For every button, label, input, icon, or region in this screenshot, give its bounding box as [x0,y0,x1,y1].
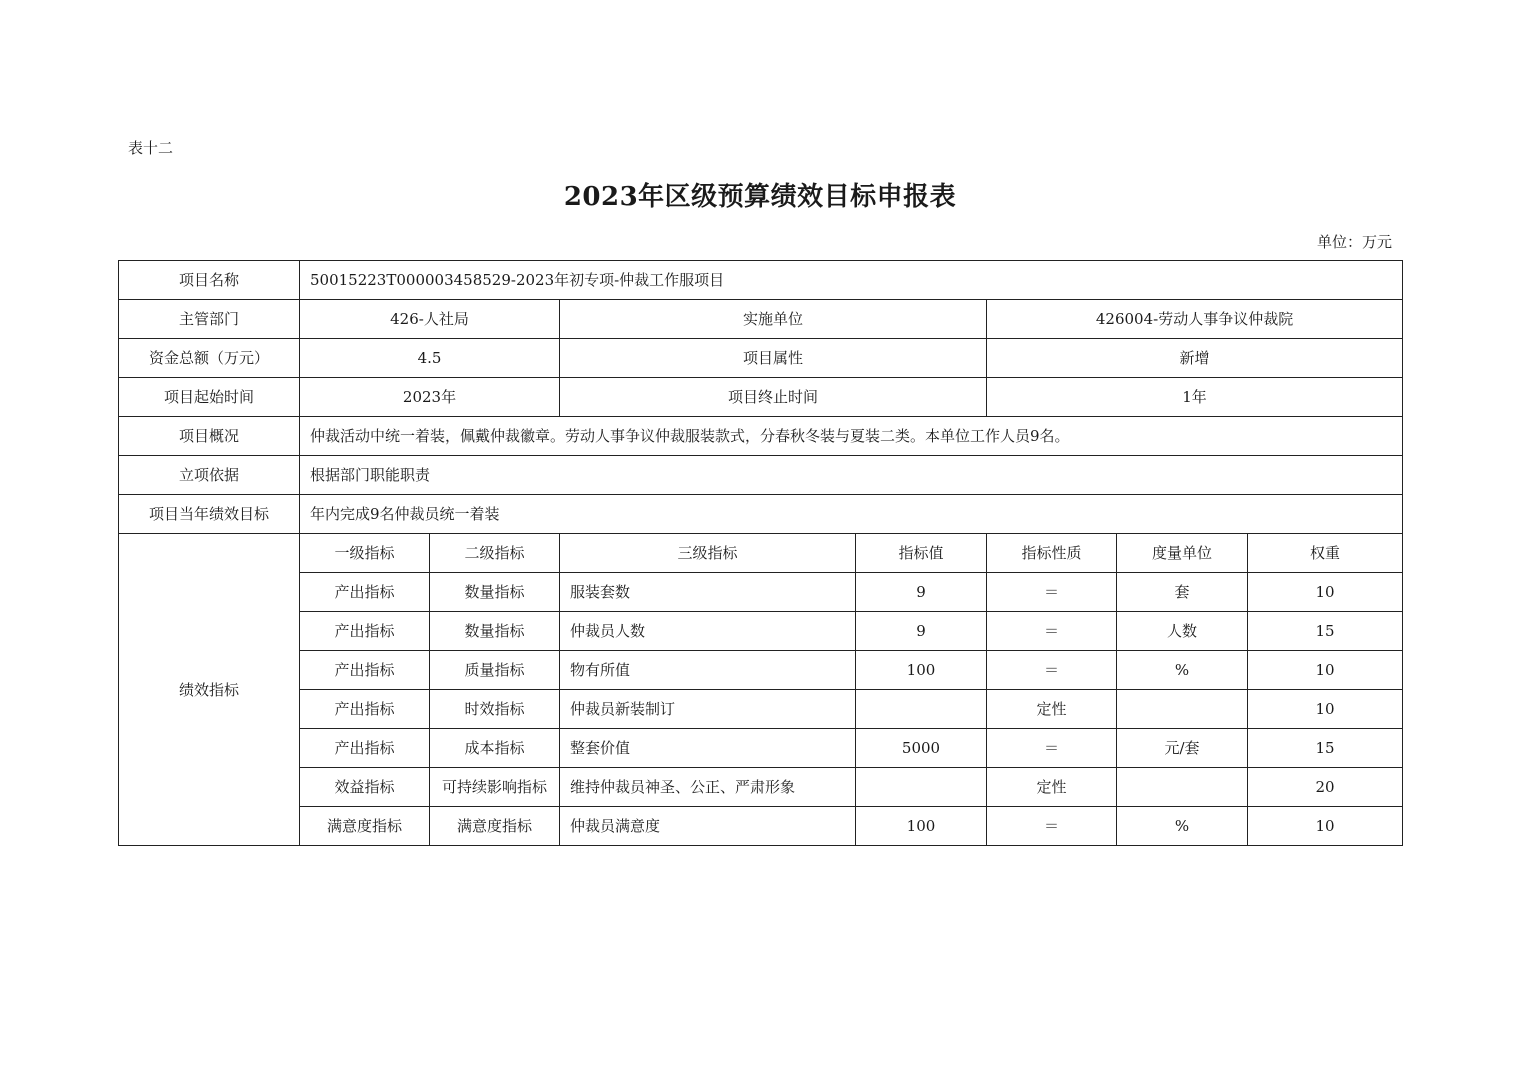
header-weight: 权重 [1248,534,1403,573]
project-attr-value: 新增 [987,339,1403,378]
level3-cell: 物有所值 [560,651,856,690]
weight-cell: 15 [1248,612,1403,651]
level3-cell: 服装套数 [560,573,856,612]
end-time-label: 项目终止时间 [560,378,987,417]
indicator-row [119,807,1403,846]
table-row [119,300,1403,339]
nature-cell: 定性 [987,690,1117,729]
value-cell [856,690,987,729]
indicators-section-label: 绩效指标 [119,534,300,846]
weight-cell: 15 [1248,729,1403,768]
table-row [119,378,1403,417]
goal-label: 项目当年绩效目标 [119,495,300,534]
budget-performance-table [118,260,1403,846]
start-time-value: 2023年 [300,378,560,417]
header-value: 指标值 [856,534,987,573]
project-name-label: 项目名称 [119,261,300,300]
value-cell: 100 [856,651,987,690]
weight-cell: 10 [1248,690,1403,729]
header-nature: 指标性质 [987,534,1117,573]
nature-cell: ＝ [987,729,1117,768]
level1-cell: 产出指标 [300,729,430,768]
unit-cell [1117,690,1248,729]
basis-label: 立项依据 [119,456,300,495]
table-row [119,417,1403,456]
header-unit: 度量单位 [1117,534,1248,573]
fund-total-label: 资金总额（万元） [119,339,300,378]
level1-cell: 效益指标 [300,768,430,807]
level2-cell: 满意度指标 [430,807,560,846]
value-cell: 9 [856,612,987,651]
impl-unit-value: 426004-劳动人事争议仲裁院 [987,300,1403,339]
unit-cell: 元/套 [1117,729,1248,768]
level1-cell: 产出指标 [300,612,430,651]
nature-cell: 定性 [987,768,1117,807]
header-level1: 一级指标 [300,534,430,573]
level1-cell: 产出指标 [300,690,430,729]
table-row [119,495,1403,534]
value-cell: 100 [856,807,987,846]
level3-cell: 仲裁员人数 [560,612,856,651]
level3-cell: 仲裁员新装制订 [560,690,856,729]
project-attr-label: 项目属性 [560,339,987,378]
indicator-row [119,651,1403,690]
level3-cell: 整套价值 [560,729,856,768]
level2-cell: 时效指标 [430,690,560,729]
unit-cell: % [1117,651,1248,690]
level1-cell: 满意度指标 [300,807,430,846]
level2-cell: 可持续影响指标 [430,768,560,807]
dept-value: 426-人社局 [300,300,560,339]
fund-total-value: 4.5 [300,339,560,378]
header-level2: 二级指标 [430,534,560,573]
level2-cell: 数量指标 [430,573,560,612]
impl-unit-label: 实施单位 [560,300,987,339]
value-cell [856,768,987,807]
indicator-row [119,573,1403,612]
unit-cell: 套 [1117,573,1248,612]
unit-cell: 人数 [1117,612,1248,651]
value-cell: 5000 [856,729,987,768]
indicator-header-row [119,534,1403,573]
indicator-row [119,768,1403,807]
weight-cell: 10 [1248,573,1403,612]
table-row [119,261,1403,300]
unit-cell [1117,768,1248,807]
project-name-value: 50015223T000003458529-2023年初专项-仲裁工作服项目 [300,261,1403,300]
page-title: 2023年区级预算绩效目标申报表 [563,182,957,212]
weight-cell: 10 [1248,807,1403,846]
overview-label: 项目概况 [119,417,300,456]
nature-cell: ＝ [987,807,1117,846]
weight-cell: 20 [1248,768,1403,807]
level2-cell: 质量指标 [430,651,560,690]
level3-cell: 维持仲裁员神圣、公正、严肃形象 [560,768,856,807]
indicator-row [119,729,1403,768]
nature-cell: ＝ [987,612,1117,651]
level3-cell: 仲裁员满意度 [560,807,856,846]
indicator-row [119,612,1403,651]
goal-value: 年内完成9名仲裁员统一着装 [300,495,1403,534]
unit-cell: % [1117,807,1248,846]
basis-value: 根据部门职能职责 [300,456,1403,495]
level2-cell: 数量指标 [430,612,560,651]
start-time-label: 项目起始时间 [119,378,300,417]
dept-label: 主管部门 [119,300,300,339]
end-time-value: 1年 [987,378,1403,417]
header-level3: 三级指标 [560,534,856,573]
level2-cell: 成本指标 [430,729,560,768]
table-row [119,456,1403,495]
nature-cell: ＝ [987,573,1117,612]
overview-value: 仲裁活动中统一着装，佩戴仲裁徽章。劳动人事争议仲裁服装款式，分春秋冬装与夏装二类。本单位工作人员9名。 [300,417,1403,456]
value-cell: 9 [856,573,987,612]
table-row [119,339,1403,378]
level1-cell: 产出指标 [300,573,430,612]
weight-cell: 10 [1248,651,1403,690]
table-number-label: 表十二 [128,139,174,157]
level1-cell: 产出指标 [300,651,430,690]
indicator-row [119,690,1403,729]
unit-label: 单位：万元 [1316,233,1392,251]
nature-cell: ＝ [987,651,1117,690]
